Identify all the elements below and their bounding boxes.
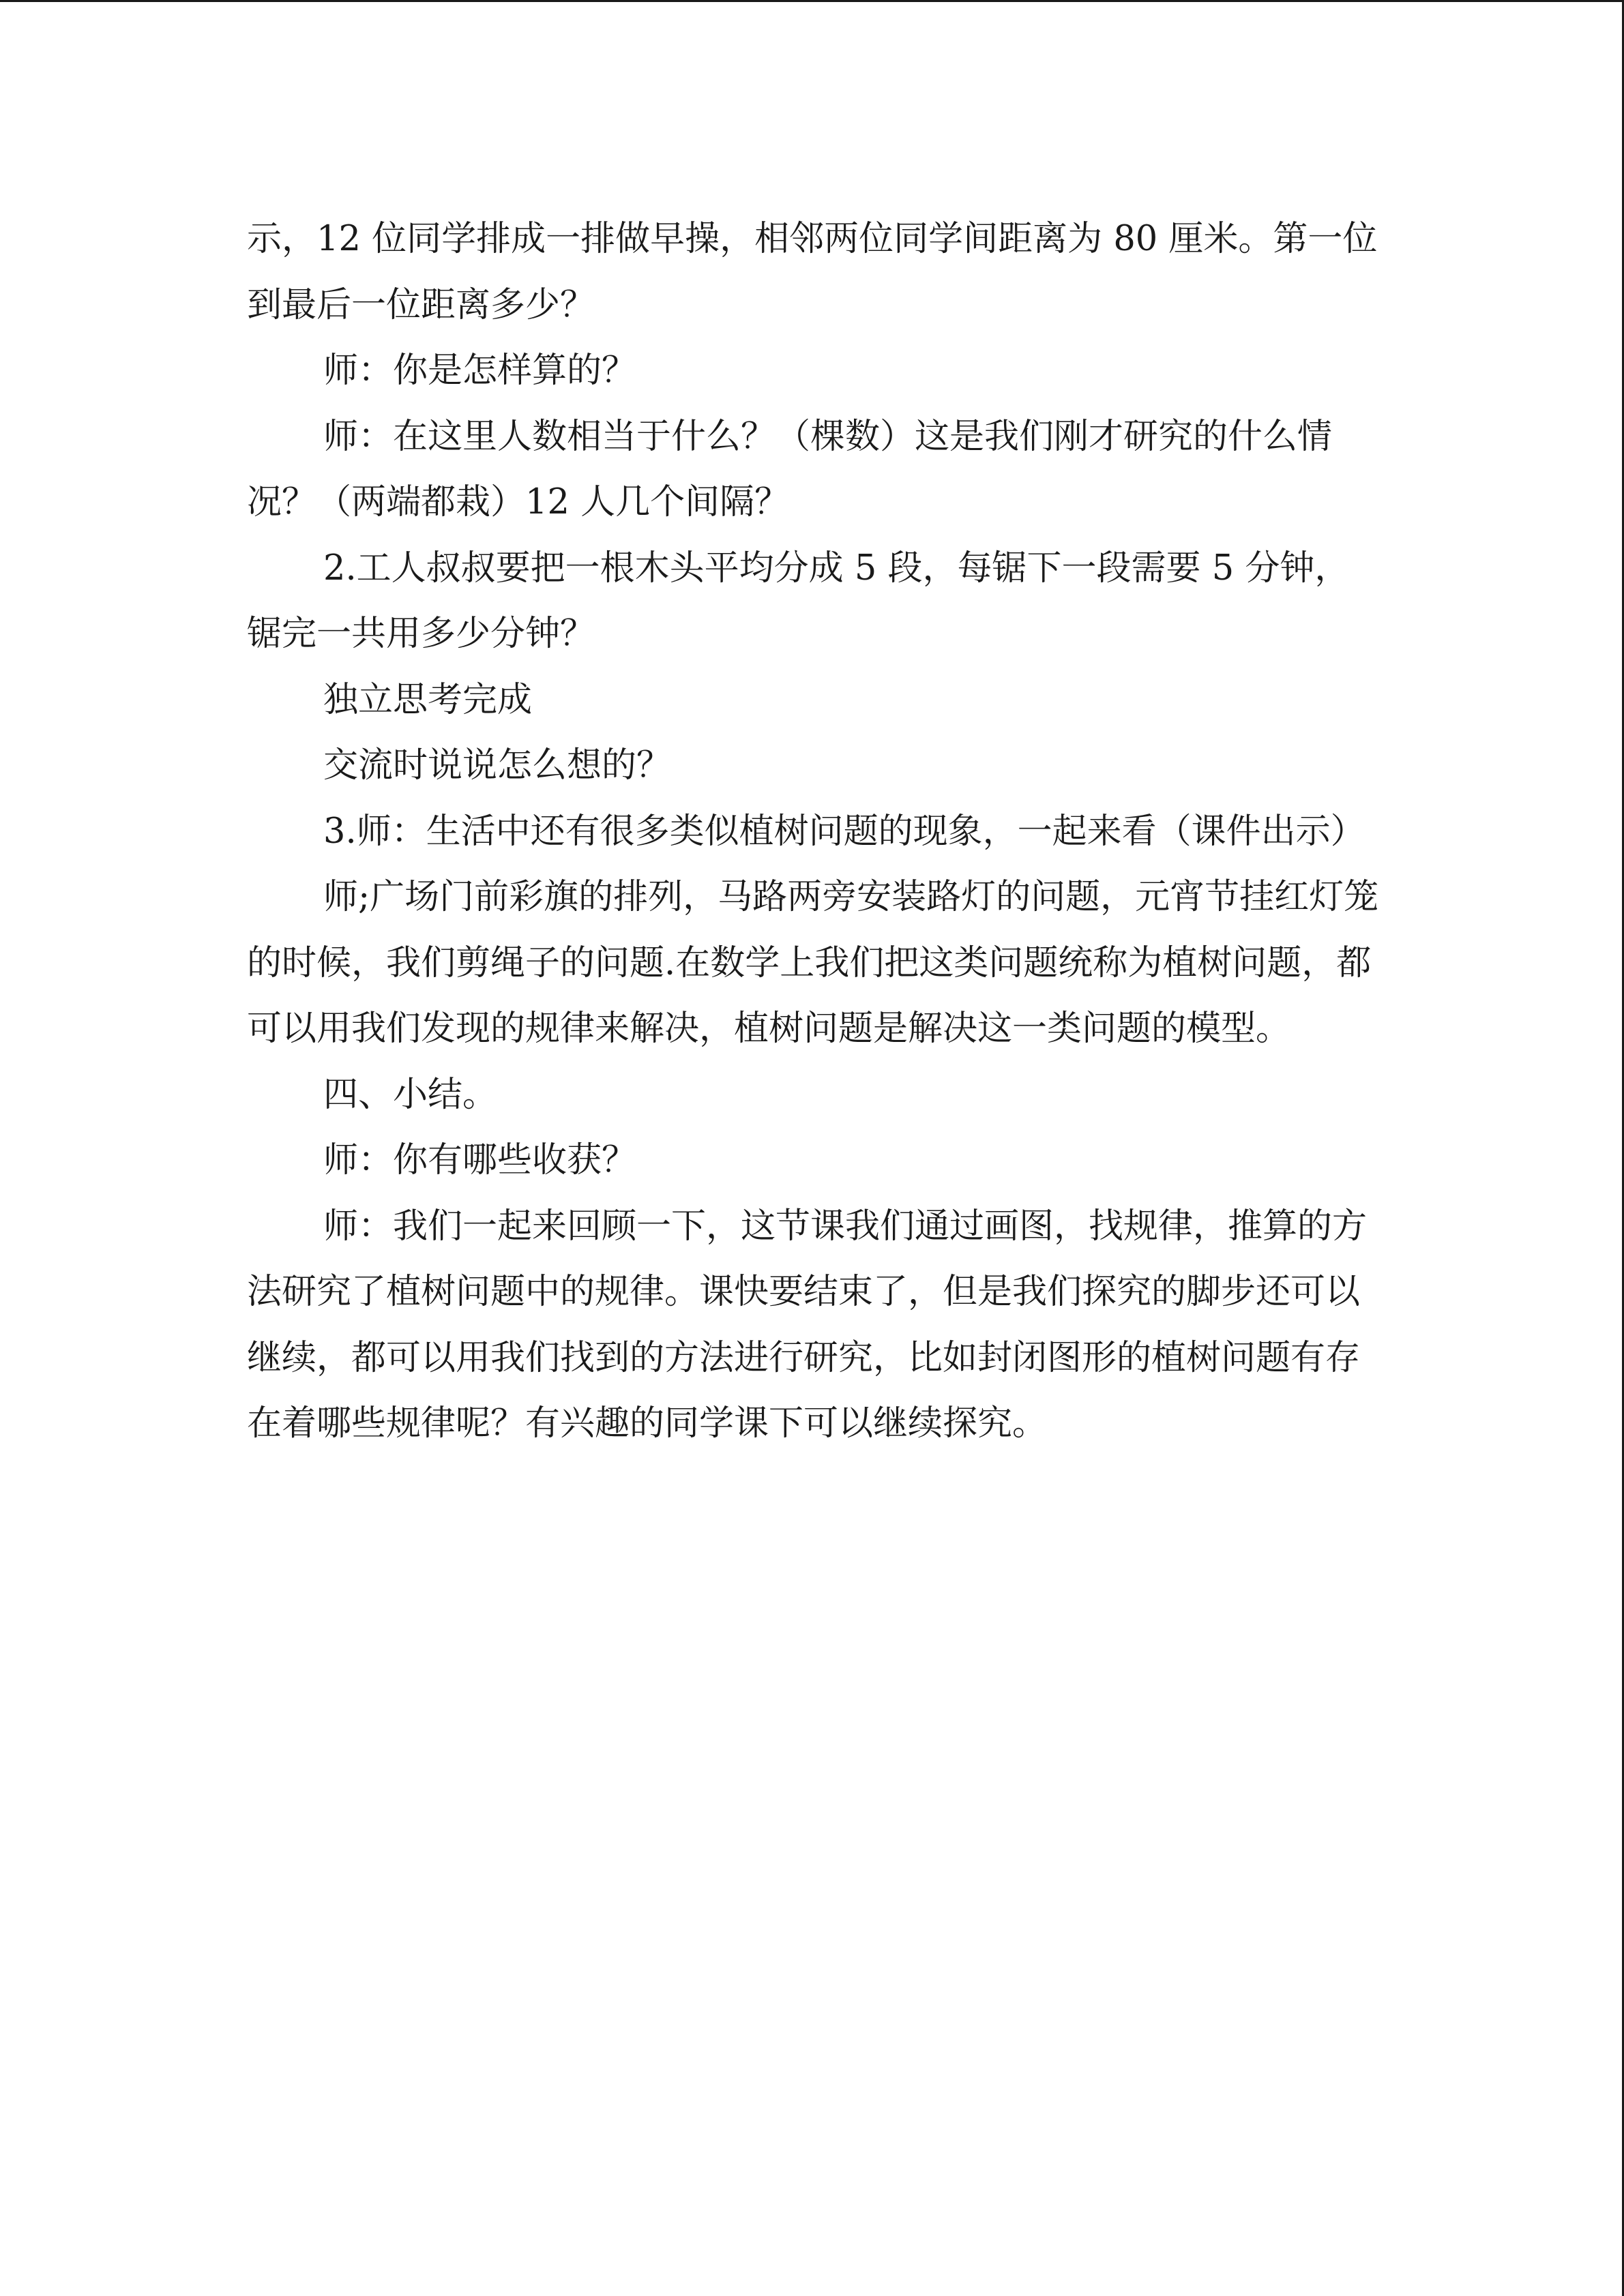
paragraph-7: 3.师：生活中还有很多类似植树问题的现象，一起来看（课件出示） <box>323 811 1365 852</box>
document-body <box>247 207 1379 1457</box>
paragraph-3: 师：在这里人数相当于什么？（棵数）这是我们刚才研究的什么情况？（两端都栽）12 人几个间隔？ <box>247 416 1333 522</box>
paragraph-10: 师：你有哪些收获？ <box>323 1140 637 1180</box>
paragraph-6: 交流时说说怎么想的？ <box>323 745 672 786</box>
paragraph-9: 四、小结。 <box>323 1074 498 1115</box>
paragraph-4: 2.工人叔叔要把一根木头平均分成 5 段，每锯下一段需要 5 分钟，锯完一共用多少分钟？ <box>247 548 1350 654</box>
paragraph-2: 师：你是怎样算的？ <box>323 351 637 391</box>
paragraph-11: 师：我们一起来回顾一下，这节课我们通过画图，找规律，推算的方法研究了植树问题中的规律。课快要结束了，但是我们探究的脚步还可以继续，都可以用我们找到的方法进行研究，比如封闭图形的植树问题有存在着哪些规律呢？有兴趣的同学课下可以继续探究。 <box>247 1206 1368 1444</box>
paragraph-1: 示，12 位同学排成一排做早操，相邻两位同学间距离为 80 厘米。第一位到最后一位距离多少？ <box>247 219 1378 325</box>
paragraph-8: 师;广场门前彩旗的排列，马路两旁安装路灯的问题，元宵节挂红灯笼的时候，我们剪绳子的问题.在数学上我们把这类问题统称为植树问题，都可以用我们发现的规律来解决，植树问题是解决这一类问题的模型。 <box>247 877 1379 1049</box>
paragraph-5: 独立思考完成 <box>323 679 533 720</box>
